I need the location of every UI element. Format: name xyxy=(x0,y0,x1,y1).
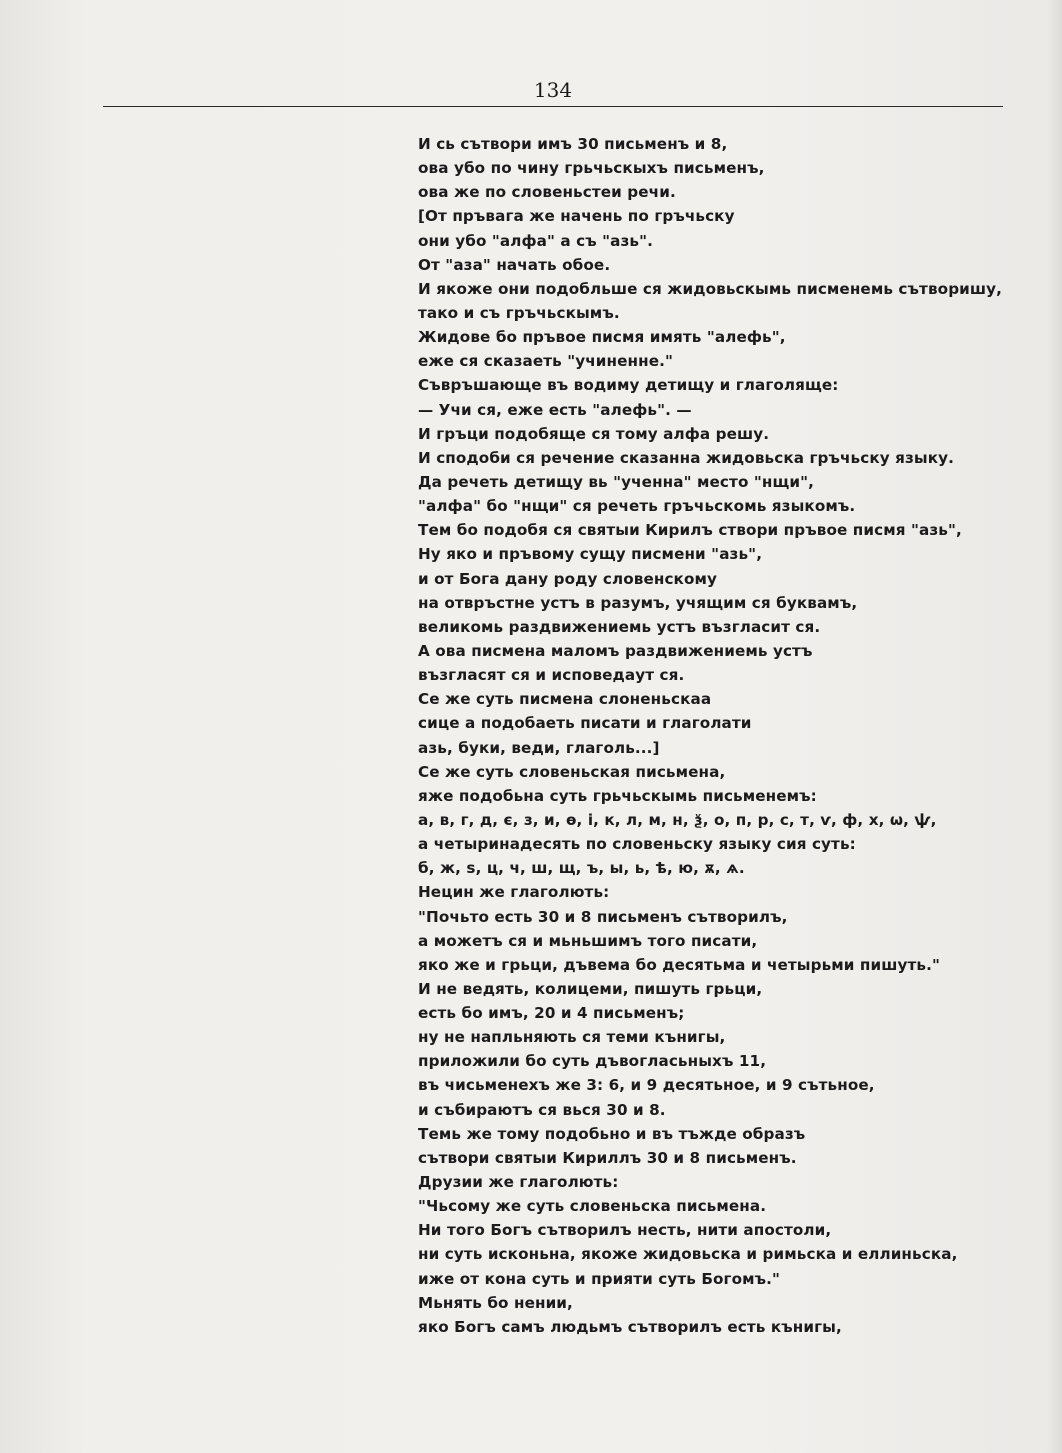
text-line: "Почьто есть 30 и 8 письменъ сътворилъ, xyxy=(418,907,788,926)
text-line: Нецин же глаголють: xyxy=(418,883,610,902)
text-line: а, в, г, д, є, з, и, ѳ, і, к, л, м, н, ѯ, о, п, р, с, т, ѵ, ф, х, ѡ, ѱ, xyxy=(418,810,937,829)
text-line: а можетъ ся и мьньшимъ того писати, xyxy=(418,931,758,950)
page-number: 134 xyxy=(533,78,573,102)
text-line: ни суть исконьна, якоже жидовьска и римьска и еллиньска, xyxy=(418,1245,958,1264)
text-line: Темь же тому подобьно и въ тъжде образъ xyxy=(418,1124,806,1143)
text-line: а четыринадесять по словеньску языку сия суть: xyxy=(418,835,856,854)
text-line: иже от кона суть и прияти суть Богомъ." xyxy=(418,1269,781,1288)
text-line: Ни того Богъ сътворилъ несть, нити апостоли, xyxy=(418,1221,832,1240)
text-line: "алфа" бо "нщи" ся речеть гръчьскомь языкомъ. xyxy=(418,497,856,516)
text-line: И сь сътвори имъ 30 письменъ и 8, xyxy=(418,135,728,153)
text-line: Тем бо подобя ся святыи Кирилъ створи пръвое писмя "азь", xyxy=(418,521,962,540)
text-line: Мьнять бо нении, xyxy=(418,1293,573,1312)
text-line: Друзии же глаголють: xyxy=(418,1173,619,1192)
text-line: сътвори святыи Кириллъ 30 и 8 письменъ. xyxy=(418,1148,797,1167)
text-line: И не ведять, колицеми, пишуть грьци, xyxy=(418,979,763,998)
page-edge-shadow xyxy=(1048,0,1062,1453)
text-line: на отвръстне устъ в разумъ, учящим ся буквамъ, xyxy=(418,593,858,612)
header-rule xyxy=(103,106,1003,107)
text-line: въ чисьменехъ же 3: 6, и 9 десятьное, и 9 сътьное, xyxy=(418,1076,875,1095)
text-line: ова же по словеньстеи речи. xyxy=(418,183,676,202)
text-line: тако и съ гръчьскымъ. xyxy=(418,303,620,322)
text-line: [От пръвага же начень по гръчьску xyxy=(418,207,735,226)
text-line: А ова писмена маломъ раздвижениемь устъ xyxy=(418,641,813,660)
text-line: възгласят ся и исповедаут ся. xyxy=(418,666,685,685)
text-line: ну не напльняють ся теми кънигы, xyxy=(418,1028,726,1047)
text-line: Се же суть писмена слоненьскаа xyxy=(418,690,712,709)
text-line: яко Богъ самъ людьмъ сътворилъ есть кънигы, xyxy=(418,1317,842,1336)
text-line: азь, буки, веди, глаголь...] xyxy=(418,738,660,757)
text-line: великомь раздвижениемь устъ възгласит ся. xyxy=(418,617,821,636)
text-line: Съвръшающе въ водиму детищу и глаголяще: xyxy=(418,376,839,395)
text-line: яже подобьна суть грьчьскымь письменемъ: xyxy=(418,786,817,805)
text-line: сице а подобаеть писати и глаголати xyxy=(418,714,752,733)
text-line: Ну яко и пръвому сущу писмени "азь", xyxy=(418,545,763,564)
text-line: От "аза" начать обое. xyxy=(418,255,611,274)
text-line: есть бо имъ, 20 и 4 письменъ; xyxy=(418,1004,685,1023)
text-line: и от Бога дану роду словенскому xyxy=(418,569,718,588)
text-block xyxy=(418,132,1018,1339)
text-line: — Учи ся, еже есть "алефь". — xyxy=(418,400,692,419)
text-line: И гръци подобяще ся тому алфа решу. xyxy=(418,424,770,443)
text-line: Се же суть словеньская письмена, xyxy=(418,762,726,781)
text-line: И якоже они подобльше ся жидовьскымь писменемь сътворишу, xyxy=(418,279,1003,298)
text-line: ова убо по чину грьчьскыхъ письменъ, xyxy=(418,159,765,178)
text-line: они убо "алфа" а съ "азь". xyxy=(418,231,653,250)
text-line: И сподоби ся речение сказанна жидовьска гръчьску языку. xyxy=(418,448,955,467)
text-line: Да речеть детищу вь "ученна" место "нщи", xyxy=(418,472,814,491)
text-line: яко же и грьци, дъвема бо десятьма и четырьми пишуть." xyxy=(418,955,940,974)
text-line: Жидове бо пръвое писмя имять "алефь", xyxy=(418,328,786,347)
text-line: еже ся сказаеть "учиненне." xyxy=(418,352,674,371)
text-line: приложили бо суть дъвогласьныхъ 11, xyxy=(418,1052,767,1071)
text-line: "Чьсому же суть словеньска письмена. xyxy=(418,1197,767,1216)
text-line: и събираютъ ся вься 30 и 8. xyxy=(418,1100,666,1119)
text-line: б, ж, ѕ, ц, ч, ш, щ, ъ, ы, ь, ѣ, ю, ѫ, ѧ. xyxy=(418,859,745,878)
